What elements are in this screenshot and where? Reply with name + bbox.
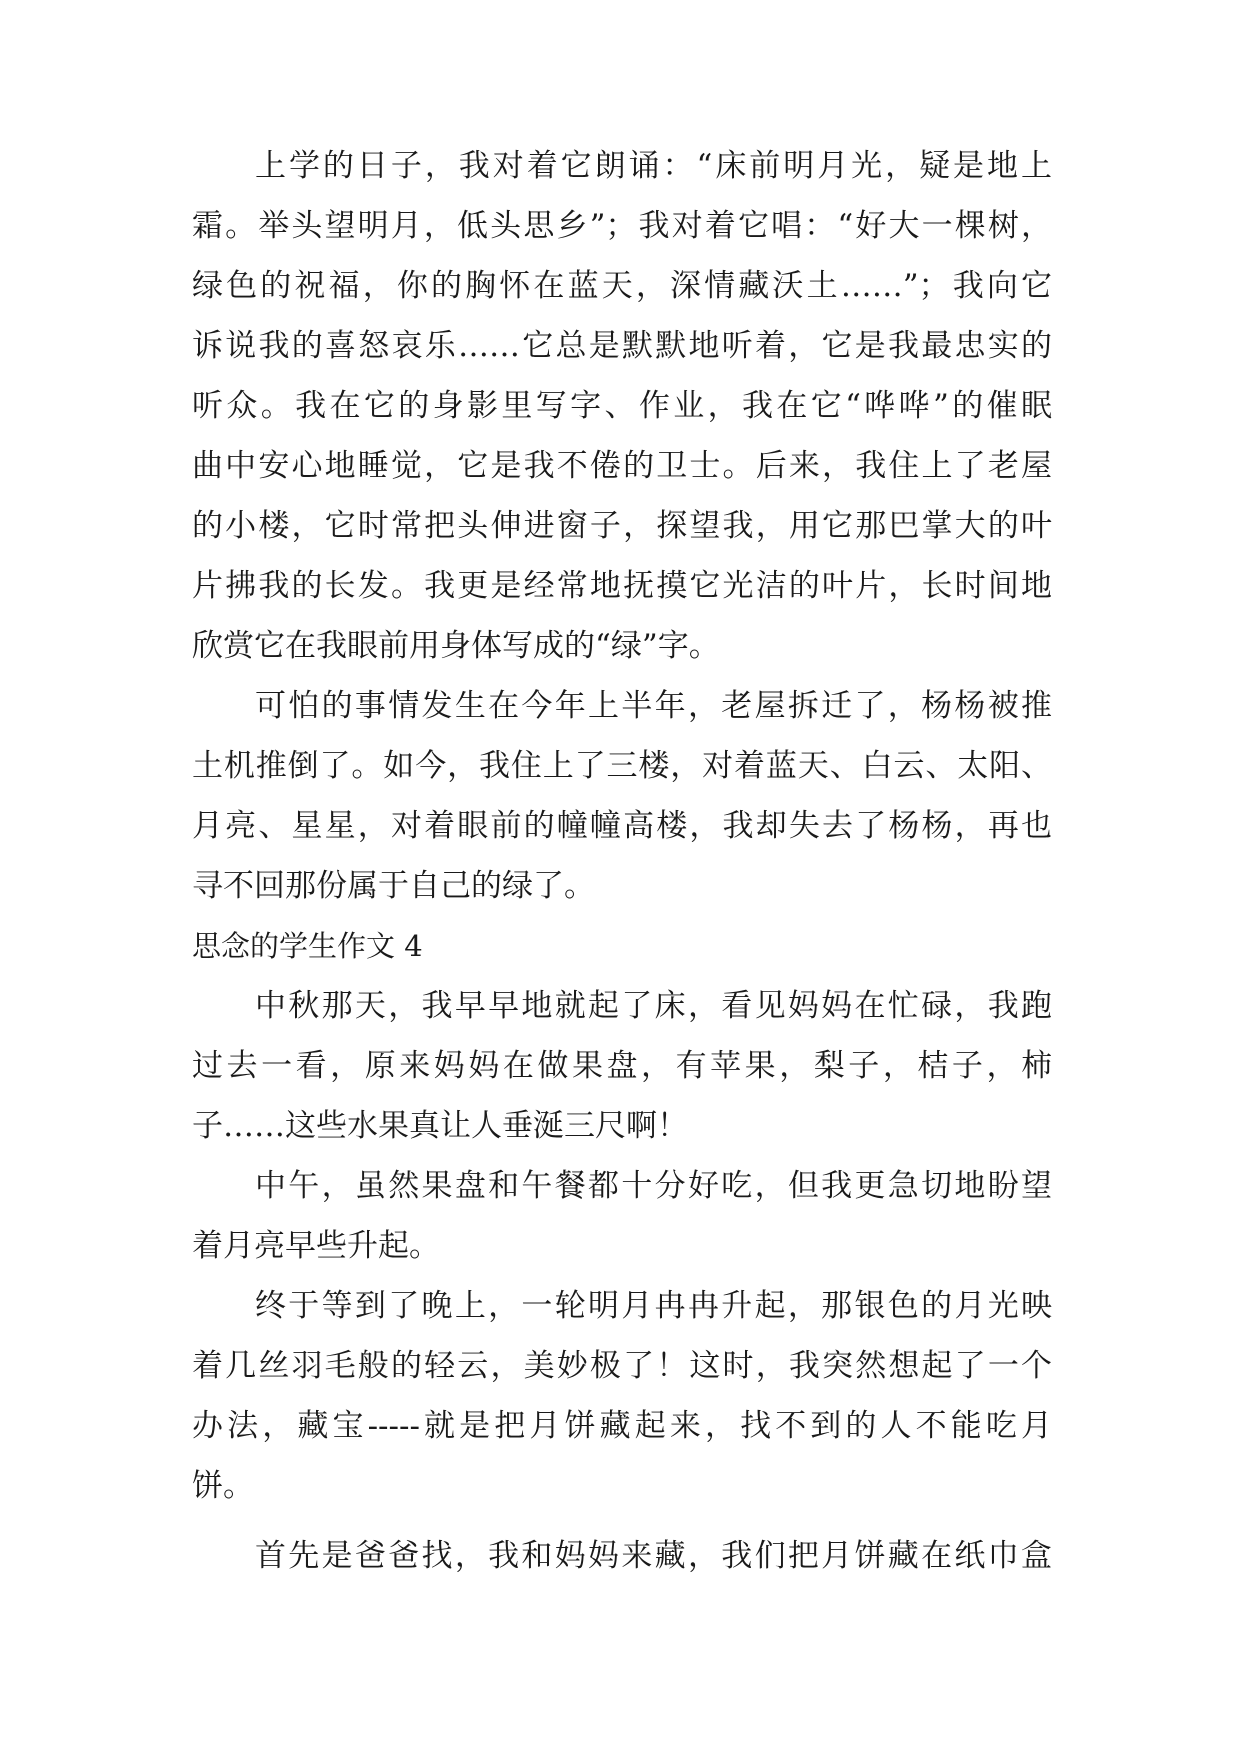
paragraph-line: 听众。我在它的身影里写字、作业，我在它“哗哗”的催眠 xyxy=(192,388,1052,424)
section-title: 思念的学生作文 4 xyxy=(192,929,423,963)
paragraph-line: 欣赏它在我眼前用身体写成的“绿”字。 xyxy=(192,628,720,664)
paragraph-line: 寻不回那份属于自己的绿了。 xyxy=(192,868,595,904)
paragraph-line: 可怕的事情发生在今年上半年，老屋拆迁了，杨杨被推 xyxy=(255,688,1052,724)
paragraph-line: 霜。举头望明月，低头思乡”；我对着它唱：“好大一棵树， xyxy=(192,208,1052,244)
paragraph-line: 着月亮早些升起。 xyxy=(192,1228,440,1264)
paragraph-line: 月亮、星星，对着眼前的幢幢高楼，我却失去了杨杨，再也 xyxy=(192,808,1052,844)
paragraph-line: 绿色的祝福，你的胸怀在蓝天，深情藏沃土……”；我向它 xyxy=(192,268,1052,304)
paragraph-line: 首先是爸爸找，我和妈妈来藏，我们把月饼藏在纸巾盒 xyxy=(255,1538,1052,1574)
paragraph-line: 终于等到了晚上，一轮明月冉冉升起，那银色的月光映 xyxy=(255,1288,1052,1324)
paragraph-line: 饼。 xyxy=(192,1468,254,1504)
paragraph-line: 中午，虽然果盘和午餐都十分好吃，但我更急切地盼望 xyxy=(255,1168,1052,1204)
paragraph-line: 诉说我的喜怒哀乐……它总是默默地听着，它是我最忠实的 xyxy=(192,328,1052,364)
paragraph-line: 曲中安心地睡觉，它是我不倦的卫士。后来，我住上了老屋 xyxy=(192,448,1052,484)
paragraph-line: 上学的日子，我对着它朗诵：“床前明月光，疑是地上 xyxy=(255,148,1052,184)
paragraph-line: 的小楼，它时常把头伸进窗子，探望我，用它那巴掌大的叶 xyxy=(192,508,1052,544)
paragraph-line: 片拂我的长发。我更是经常地抚摸它光洁的叶片，长时间地 xyxy=(192,568,1052,604)
paragraph-line: 中秋那天，我早早地就起了床，看见妈妈在忙碌，我跑 xyxy=(255,988,1052,1024)
paragraph-line: 着几丝羽毛般的轻云，美妙极了！这时，我突然想起了一个 xyxy=(192,1348,1052,1384)
paragraph-line: 子……这些水果真让人垂涎三尺啊！ xyxy=(192,1108,688,1144)
paragraph-line: 土机推倒了。如今，我住上了三楼，对着蓝天、白云、太阳、 xyxy=(192,748,1052,784)
paragraph-line: 办法，藏宝-----就是把月饼藏起来，找不到的人不能吃月 xyxy=(192,1408,1052,1444)
paragraph-line: 过去一看，原来妈妈在做果盘，有苹果，梨子，桔子，柿 xyxy=(192,1048,1052,1084)
